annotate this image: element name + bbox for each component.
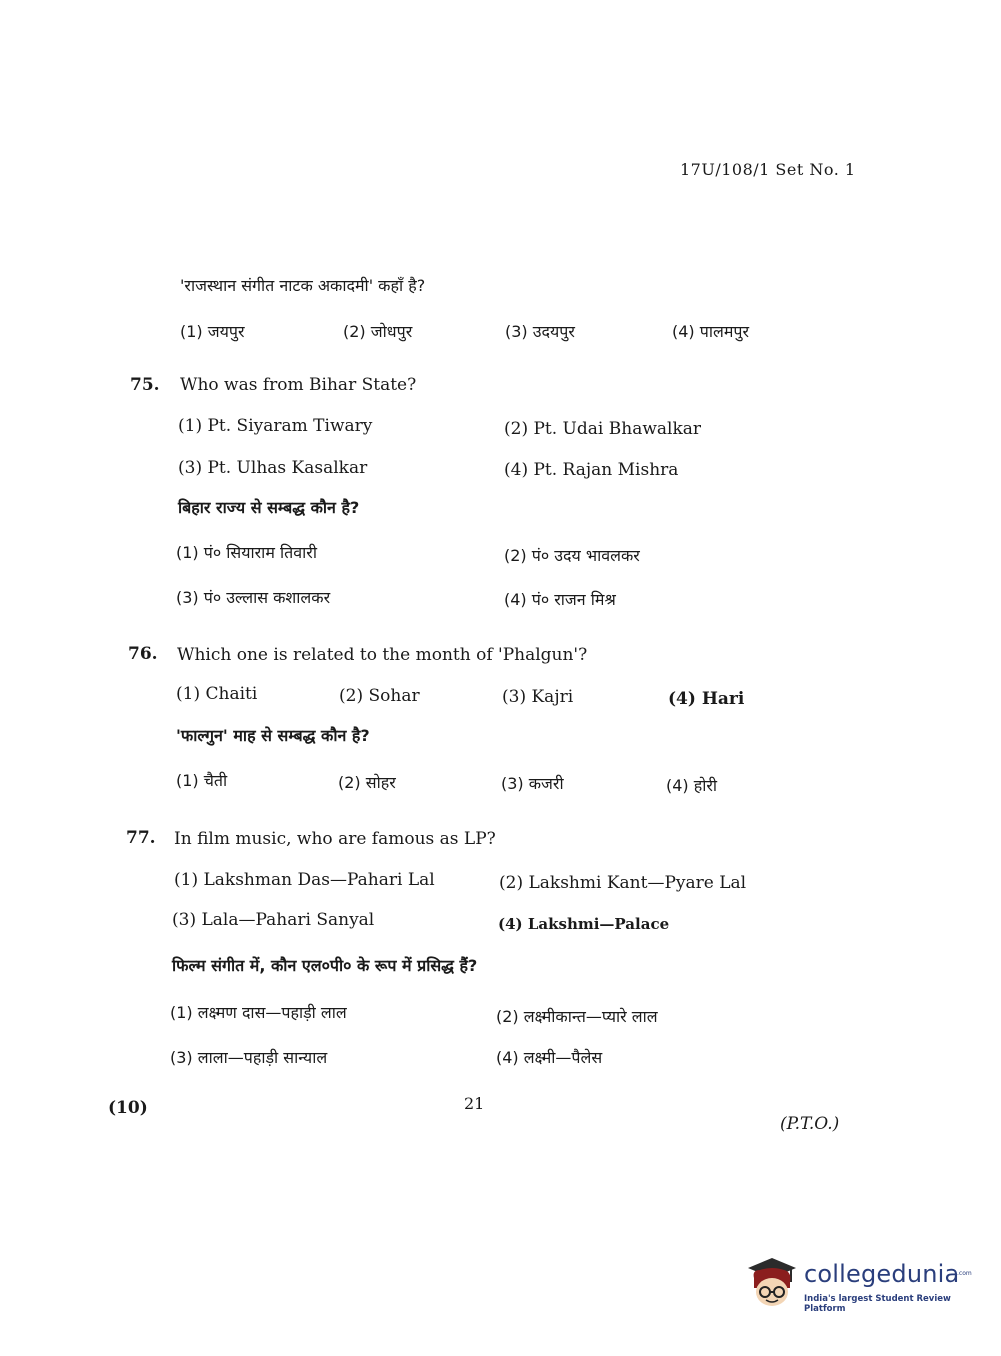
q77-hindi-text: फिल्म संगीत में, कौन एल०पी० के रूप में प्रसिद्ध हैं? [172, 956, 478, 975]
q76-hindi-option-1: (1) चैती [176, 771, 228, 790]
q74-hindi-option-1: (1) जयपुर [180, 322, 245, 341]
q76-hindi-option-4: (4) होरी [666, 776, 718, 795]
logo-com: .com [957, 1270, 972, 1277]
q76-option-2: (2) Sohar [339, 686, 420, 706]
q75-option-1: (1) Pt. Siyaram Tiwary [178, 416, 373, 436]
q75-hindi-option-2: (2) पं० उदय भावलकर [504, 546, 640, 565]
q74-hindi-option-4: (4) पालमपुर [672, 322, 750, 341]
page-number: 21 [464, 1094, 485, 1113]
q75-option-2: (2) Pt. Udai Bhawalkar [504, 419, 702, 439]
q76-option-1: (1) Chaiti [176, 684, 258, 704]
q74-hindi-text: 'राजस्थान संगीत नाटक अकादमी' कहाँ है? [180, 276, 426, 295]
q77-option-3: (3) Lala—Pahari Sanyal [172, 910, 375, 930]
logo-name: collegedunia [804, 1260, 960, 1288]
q76-hindi-option-2: (2) सोहर [338, 773, 396, 792]
q75-option-4: (4) Pt. Rajan Mishra [504, 460, 679, 480]
q75-hindi-option-4: (4) पं० राजन मिश्र [504, 590, 616, 609]
q74-hindi-option-3: (3) उदयपुर [505, 322, 575, 341]
q76-hindi-text: 'फाल्गुन' माह से सम्बद्ध कौन है? [176, 726, 370, 745]
q76-text: Which one is related to the month of 'Phalgun'? [177, 645, 588, 665]
q75-text: Who was from Bihar State? [180, 375, 417, 395]
q75-hindi-option-1: (1) पं० सियाराम तिवारी [176, 543, 317, 562]
q74-hindi-option-2: (2) जोधपुर [343, 322, 413, 341]
logo-tagline: India's largest Student Review Platform [804, 1294, 951, 1314]
q75-option-3: (3) Pt. Ulhas Kasalkar [178, 458, 368, 478]
set-number: 17U/108/1 Set No. 1 [680, 160, 856, 179]
q77-hindi-option-1: (1) लक्ष्मण दास—पहाड़ी लाल [170, 1003, 347, 1022]
q76-hindi-option-3: (3) कजरी [501, 774, 564, 793]
booklet-code: (10) [108, 1098, 148, 1118]
mascot-icon [744, 1252, 800, 1310]
q76-number: 76. [128, 644, 158, 664]
q77-option-2: (2) Lakshmi Kant—Pyare Lal [499, 873, 747, 893]
q75-hindi-text: बिहार राज्य से सम्बद्ध कौन है? [178, 498, 360, 517]
q75-number: 75. [130, 375, 160, 395]
q76-option-3: (3) Kajri [502, 687, 574, 707]
q77-option-1: (1) Lakshman Das—Pahari Lal [174, 870, 435, 890]
q77-hindi-option-3: (3) लाला—पहाड़ी सान्याल [170, 1048, 328, 1067]
q77-text: In film music, who are famous as LP? [174, 829, 496, 849]
q77-option-4: (4) Lakshmi—Palace [498, 915, 670, 933]
q76-option-4: (4) Hari [668, 689, 745, 709]
q75-hindi-option-3: (3) पं० उल्लास कशालकर [176, 588, 331, 607]
q77-number: 77. [126, 828, 156, 848]
collegedunia-logo[interactable] [744, 1250, 974, 1314]
pto-label: (P.T.O.) [780, 1114, 840, 1134]
q77-hindi-option-2: (2) लक्ष्मीकान्त—प्यारे लाल [496, 1007, 658, 1026]
q77-hindi-option-4: (4) लक्ष्मी—पैलेस [496, 1048, 603, 1067]
